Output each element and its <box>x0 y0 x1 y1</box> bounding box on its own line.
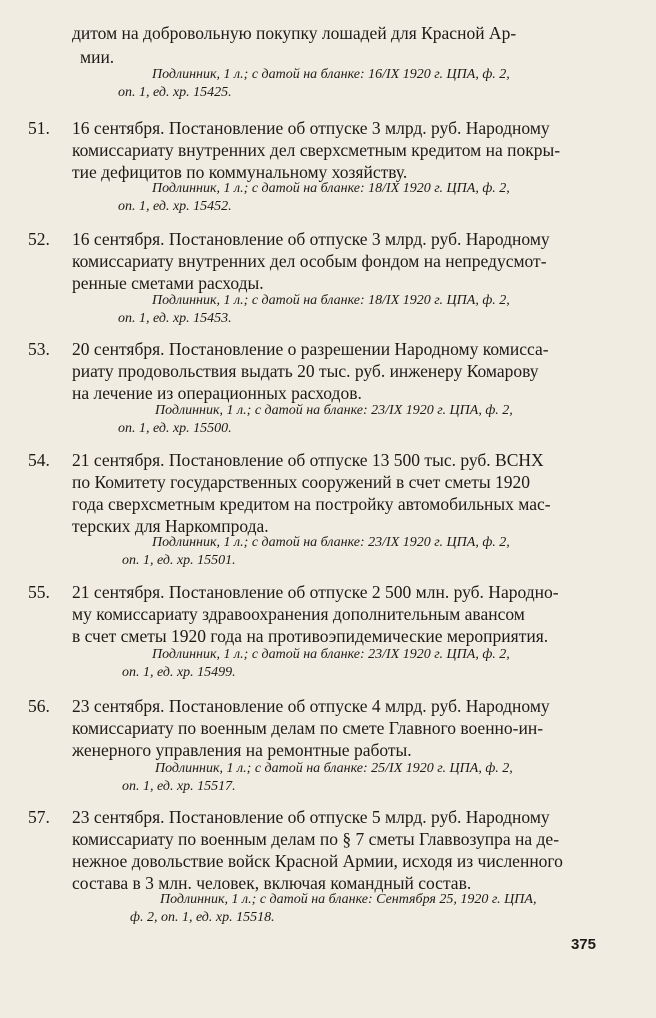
source-citation: оп. 1, ед. хр. 15453. <box>118 311 232 326</box>
body-line: ренные сметами расходы. <box>72 273 264 293</box>
source-citation: оп. 1, ед. хр. 15517. <box>122 779 236 794</box>
body-line: комиссариату внутренних дел сверхсметным кредитом на покры- <box>72 140 561 160</box>
source-citation: Подлинник, 1 л.; с датой на бланке: 23/IX 1920 г. ЦПА, ф. 2, <box>152 647 510 662</box>
entry-number: 55. <box>28 582 50 602</box>
body-line: в счет сметы 1920 года на противоэпидемические мероприятия. <box>72 626 549 646</box>
entry-number: 53. <box>28 339 50 359</box>
body-line: 23 сентября. Постановление об отпуске 5 млрд. руб. Народному <box>72 807 550 827</box>
body-line: на лечение из операционных расходов. <box>72 383 362 403</box>
body-line: терских для Наркомпрода. <box>72 516 269 536</box>
source-citation: Подлинник, 1 л.; с датой на бланке: 23/IX 1920 г. ЦПА, ф. 2, <box>155 403 513 418</box>
source-citation: оп. 1, ед. хр. 15452. <box>118 199 232 214</box>
body-line: состава в 3 млн. человек, включая командный состав. <box>72 873 472 893</box>
body-line: 20 сентября. Постановление о разрешении Народному комисса- <box>72 339 549 359</box>
body-line: нежное довольствие войск Красной Армии, исходя из численного <box>72 851 563 871</box>
body-line: риату продовольствия выдать 20 тыс. руб. инженеру Комарову <box>72 361 539 381</box>
body-line: комиссариату по военным делам по смете Главного военно-ин- <box>72 718 544 738</box>
entry-number: 54. <box>28 450 50 470</box>
source-citation: Подлинник, 1 л.; с датой на бланке: Сентября 25, 1920 г. ЦПА, <box>160 892 537 907</box>
entry-number: 56. <box>28 696 50 716</box>
source-citation: Подлинник, 1 л.; с датой на бланке: 25/IX 1920 г. ЦПА, ф. 2, <box>155 761 513 776</box>
body-line: женерного управления на ремонтные работы. <box>72 740 412 760</box>
body-line: 21 сентября. Постановление об отпуске 13 500 тыс. руб. ВСНХ <box>72 450 544 470</box>
entry-number: 52. <box>28 229 50 249</box>
body-line: дитом на добровольную покупку лошадей для Красной Ар- <box>72 23 517 43</box>
body-line: му комиссариату здравоохранения дополнительным авансом <box>72 604 525 624</box>
body-line: по Комитету государственных сооружений в счет сметы 1920 <box>72 472 531 492</box>
source-citation: оп. 1, ед. хр. 15501. <box>122 553 236 568</box>
body-line: года сверхсметным кредитом на постройку автомобильных мас- <box>72 494 551 514</box>
source-citation: ф. 2, оп. 1, ед. хр. 15518. <box>130 910 275 925</box>
body-line: мии. <box>80 47 115 67</box>
source-citation: Подлинник, 1 л.; с датой на бланке: 23/IX 1920 г. ЦПА, ф. 2, <box>152 535 510 550</box>
body-line: 16 сентября. Постановление об отпуске 3 млрд. руб. Народному <box>72 118 550 138</box>
body-line: комиссариату по военным делам по § 7 сметы Главвозупра на де- <box>72 829 560 849</box>
entry-number: 51. <box>28 118 50 138</box>
body-line: 16 сентября. Постановление об отпуске 3 млрд. руб. Народному <box>72 229 550 249</box>
source-citation: Подлинник, 1 л.; с датой на бланке: 16/IX 1920 г. ЦПА, ф. 2, <box>152 67 510 82</box>
source-citation: оп. 1, ед. хр. 15500. <box>118 421 232 436</box>
source-citation: Подлинник, 1 л.; с датой на бланке: 18/IX 1920 г. ЦПА, ф. 2, <box>152 293 510 308</box>
source-citation: Подлинник, 1 л.; с датой на бланке: 18/IX 1920 г. ЦПА, ф. 2, <box>152 181 510 196</box>
entry-number: 57. <box>28 807 50 827</box>
page-number: 375 <box>570 936 596 953</box>
body-line: тие дефицитов по коммунальному хозяйству. <box>72 162 408 182</box>
source-citation: оп. 1, ед. хр. 15425. <box>118 85 232 100</box>
body-line: 21 сентября. Постановление об отпуске 2 500 млн. руб. Народно- <box>72 582 559 602</box>
body-line: 23 сентября. Постановление об отпуске 4 млрд. руб. Народному <box>72 696 550 716</box>
body-line: комиссариату внутренних дел особым фондом на непредусмот- <box>72 251 547 271</box>
source-citation: оп. 1, ед. хр. 15499. <box>122 665 236 680</box>
